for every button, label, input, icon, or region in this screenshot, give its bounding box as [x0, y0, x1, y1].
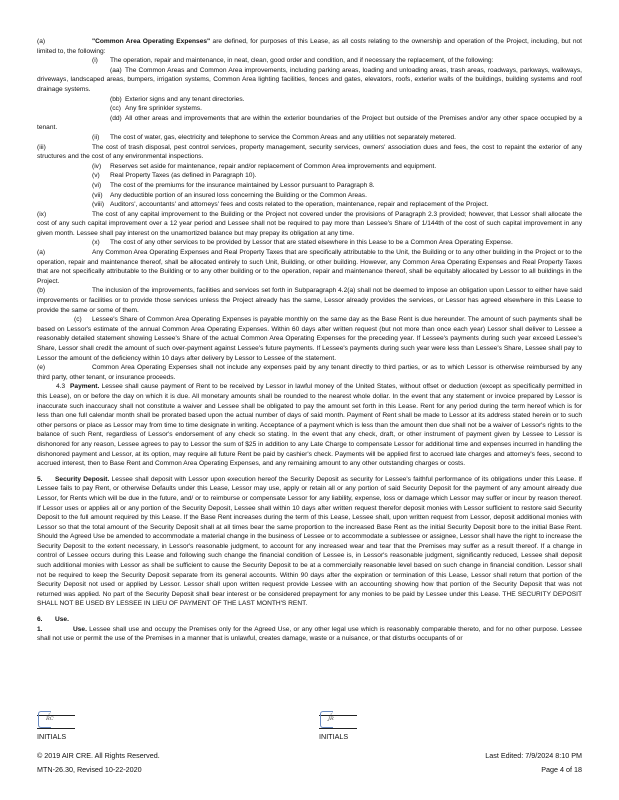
section-number: 4.3 [56, 383, 66, 391]
item-label: (aa) [110, 66, 122, 74]
para-label: (a) [37, 38, 46, 45]
item-label: (bb) [110, 95, 122, 103]
item-label: (x) [92, 239, 100, 247]
para-text: Common Area Operating Expenses shall not include any expenses paid by any tenant directly to third parties, or as to which Lessor is otherwise reimbursed by any third party, other tenant, or insurance proceeds. [37, 364, 582, 381]
document-page [37, 37, 582, 644]
item-text: The cost of trash disposal, pest control services, property management, security services, owners' association dues and fees, the cost to repaint the exterior of any structures and the cost of any environmental inspections. [37, 143, 582, 161]
para-label: (b) [37, 287, 46, 295]
item-text: The Common Areas and Common Area improvements, including parking areas, loading and unloading areas, trash areas, roadways, parkways, walkways, driveways, landscaped areas, bumpers, irrigation systems, Common Area lighting facilities, fences and gates, elevators, roofs, exterior walls of the buildings, building systems and roof drainage systems. [37, 66, 582, 93]
form-id: MTN-26.30, Revised 10-22-2020 [37, 765, 142, 774]
section-text: Lessee shall deposit with Lessor upon execution hereof the Security Deposit as security for Lessee's faithful performance of its obligations under this Lease. If Lessee fails to pay Rent, or otherwise Defaults under this Lease, Lessor may use, apply or retain all or any portion of said Security Deposit for the payment of any amount already due Lessor, for Rents which will be due in the future, and/ or to reimburse or compensate Lessor for any liability, expense, loss or damage which Lessor may suffer or incur by reason thereof. If Lessor uses or applies all or any portion of the Security Deposit, Lessee shall within 10 days after written request therefor deposit monies with Lessor sufficient to restore said Security Deposit to the full amount required by this Lease. If the Base Rent increases during the term of this Lease, Lessee shall, upon written request from Lessor, deposit additional monies with Lessor so that the total amount of the Security Deposit shall at all times bear the same proportion to the increased Base Rent as the initial Security Deposit bore to the initial Base Rent. Should the Agreed Use be amended to accommodate a material change in the business of Lessee or to accommodate a sublessee or assignee, Lessor shall have the right to increase the Security Deposit to the extent necessary, in Lessor's reasonable judgment, to account for any increased wear and tear that the Premises may suffer as a result thereof. If a change in control of Lessee occurs during this Lease and following such change the financial condition of Lessee is, in Lessor's reasonable judgment, significantly reduced, Lessee shall deposit such additional monies with Lessor as shall be sufficient to cause the Security Deposit to be at a commercially reasonable level based on such change in financial condition. Lessor shall not be required to keep the Security Deposit separate from its general accounts. Within 90 days after the expiration or termination of this Lease, Lessor shall return that portion of the Security Deposit not used or applied by Lessor. Lessor shall upon written request provide Lessee with an accounting showing how that portion of the Security Deposit that was not returned was applied. No part of the Security Deposit shall bear interest or be considered prepayment for any monies to be paid by Lessee under this Lease. THE SECURITY DEPOSIT SHALL NOT BE USED BY LESSEE IN LIEU OF PAYMENT OF THE LAST MONTH'S RENT. [37, 475, 582, 608]
para-text: The inclusion of the improvements, facilities and services set forth in Subparagraph 4.2(a) shall not be deemed to impose an obligation upon Lessor to either have said improvements or facilities or to provide those services unless the Project already has the same, Lessor already provides the services, or Lessor has agreed elsewhere in this Lease to provide the same or some of them. [37, 287, 582, 314]
section-heading: Use. [73, 625, 87, 633]
para-4-2-b [37, 286, 582, 315]
section-number: 5. [37, 475, 43, 483]
item-aa [37, 66, 582, 95]
item-text: Exterior signs and any tenant directories. [125, 95, 245, 103]
copyright: © 2019 AIR CRE. All Rights Reserved. [37, 751, 160, 760]
item-text: The cost of the premiums for the insurance maintained by Lessor pursuant to Paragraph 8. [110, 181, 375, 189]
para-label: (c) [74, 316, 82, 324]
section-4-3 [37, 382, 582, 468]
item-label: (ii) [92, 133, 100, 141]
item-label: (iii) [37, 143, 46, 151]
last-edited: Last Edited: 7/9/2024 8:10 PM [485, 751, 582, 760]
section-5 [37, 475, 582, 609]
item-bb [37, 95, 582, 105]
item-label: (viii) [92, 201, 105, 209]
para-text: Lessee's Share of Common Area Operating Expenses is payable monthly on the same day as the Base Rent is due hereunder. The amount of such payments shall be based on Lessor's estimate of the annual Common Area Operating Expenses. Within 60 days after written request (but not more than once each year) Lessor shall deliver to Lessee a reasonably detailed statement showing Lessee's Share of the actual Common Area Operating Expenses for the preceding year. If Lessee's payments during such year exceed Lessee's Share, Lessor shall credit the amount of such over-payment against Lessee's future payments. If Lessee's payments during such year were less than Lessee's Share, Lessee shall pay to Lessor the amount of the deficiency within 10 days after delivery by Lessor to Lessee of the statement. [37, 316, 582, 362]
lessee-initials-mark: JR [328, 716, 334, 722]
para-4-2-a2 [37, 248, 582, 286]
para-4-2-c [37, 315, 582, 363]
lessor-initials-box[interactable]: ✓ RC [37, 708, 75, 728]
item-text: The operation, repair and maintenance, in neat, clean, good order and condition, and if necessary the replacement, of the following: [110, 57, 494, 65]
section-text: Lessee shall cause payment of Rent to be received by Lessor in lawful money of the United States, without offset or deduction (except as specifically permitted in this Lease), on or before the day on which it is due. All monetary amounts shall be rounded to the nearest whole dollar. In the event that any statement or invoice prepared by Lessor is inaccurate such inaccuracy shall not constitute a waiver and Lessee shall be obligated to pay the amount set forth in this Lease. Rent for any period during the term hereof which is for less than one full calendar month shall be prorated based upon the actual number of days of said month. Payment of Rent shall be made to Lessor at its address stated herein or to such other persons or place as Lessor may from time to time designate in writing. Acceptance of a payment which is less than the amount then due shall not be a waiver of Lessor's rights to the balance of such Rent, regardless of Lessor's endorsement of any check so stating. In the event that any check, draft, or other instrument of payment given by Lessee to Lessor is dishonored for any reason, Lessee agrees to pay to Lessor the sum of $25 in addition to any Late Charge to compensate Lessor for additional time and expenses incurred in handling the dishonored payment and Lessor, at its option, may require all future Rent be paid by cashier's check. Payments will be applied first to accrued late charges and attorney's fees, second to accrued interest, then to Base Rent and Common Area Operating Expenses, and any remaining amount to any other outstanding charges or costs. [37, 383, 582, 468]
para-4-2-a [37, 37, 582, 56]
section-heading: Security Deposit. [55, 475, 110, 483]
defined-term: "Common Area Operating Expenses" [92, 38, 211, 45]
item-cc [37, 104, 582, 114]
item-label: (cc) [110, 105, 121, 113]
item-ix [37, 210, 582, 239]
item-vi [37, 181, 582, 191]
section-heading: Use. [55, 616, 69, 624]
lessee-initials-box[interactable]: ✓ JR [319, 708, 357, 728]
lessor-initials-label: INITIALS [37, 732, 67, 741]
item-text: Any fire sprinkler systems. [125, 105, 202, 113]
lessee-initials-label: INITIALS [319, 732, 349, 741]
item-dd [37, 114, 582, 133]
item-label: (dd) [110, 114, 122, 122]
item-text: The cost of any other services to be provided by Lessor that are stated elsewhere in this Lease to be a Common Area Operating Expense. [110, 239, 513, 247]
item-viii [37, 200, 582, 210]
section-6-1 [37, 625, 582, 644]
item-label: (vi) [92, 181, 102, 189]
item-text: All other areas and improvements that are within the exterior boundaries of the Project but outside of the Premises and/or any other space occupied by a tenant. [37, 114, 582, 132]
item-x [37, 238, 582, 248]
item-text: Auditors', accountants' and attorneys' fees and costs related to the operation, maintenance, repair and replacement of the Project. [110, 201, 489, 209]
lessor-initials-mark: RC [46, 716, 54, 722]
para-4-2-e [37, 363, 582, 382]
para-text: are defined, for purposes of this Lease, as all costs relating to the ownership and operation of the Project, including, but not limited to, the following: [37, 38, 582, 55]
page-number: Page 4 of 18 [541, 765, 582, 774]
item-text: Reserves set aside for maintenance, repair and/or replacement of Common Area improvements and equipment. [110, 162, 437, 170]
item-text: The cost of water, gas, electricity and telephone to service the Common Areas and any utilities not separately metered. [110, 133, 456, 141]
section-6 [37, 615, 582, 625]
item-iv [37, 162, 582, 172]
item-label: (vii) [92, 191, 103, 199]
para-label: (a) [37, 249, 46, 257]
item-iii [37, 143, 582, 162]
item-ii [37, 133, 582, 143]
item-text: The cost of any capital improvement to the Building or the Project not covered under the provisions of Paragraph 2.3 provided; however, that Lessor shall allocate the cost of any such capital improvement over a 12 year period and Lessee shall not be required to pay more than Lessee's Share of 1/144th of the cost of such capital improvement in any given month. Lessee shall pay interest on the unamortized balance but may prepay its obligation at any time. [37, 210, 582, 237]
section-number: 6. [37, 616, 43, 624]
para-text: Any Common Area Operating Expenses and Real Property Taxes that are specifically attributable to the Unit, the Building or to any other building in the Project or to the operation, repair and maintenance thereof, shall be allocated entirely to such Unit, Building, or other building. However, any Common Area Operating Expenses and Real Property Taxes that are not specifically attributable to the Building or to any other building or to the operation, repair and maintenance thereof, shall be equitably allocated by Lessor to all buildings in the Project. [37, 249, 582, 285]
item-i [37, 56, 582, 66]
item-label: (iv) [92, 162, 102, 170]
item-vii [37, 191, 582, 201]
section-number: 1. [37, 625, 43, 633]
section-text: Lessee shall use and occupy the Premises only for the Agreed Use, or any other legal use which is reasonably comparable thereto, and for no other purpose. Lessee shall not use or permit the use of the Premises in a manner that is unlawful, creates damage, waste or a nuisance, or that disturbs occupants of or [37, 625, 582, 643]
section-heading: Payment. [70, 383, 100, 391]
item-text: Real Property Taxes (as defined in Paragraph 10). [110, 172, 257, 180]
item-label: (i) [92, 57, 98, 65]
item-v [37, 171, 582, 181]
item-label: (v) [92, 172, 100, 180]
item-text: Any deductible portion of an insured loss concerning the Building or the Common Areas. [110, 191, 367, 199]
para-label: (e) [37, 364, 46, 372]
item-label: (ix) [37, 210, 47, 218]
